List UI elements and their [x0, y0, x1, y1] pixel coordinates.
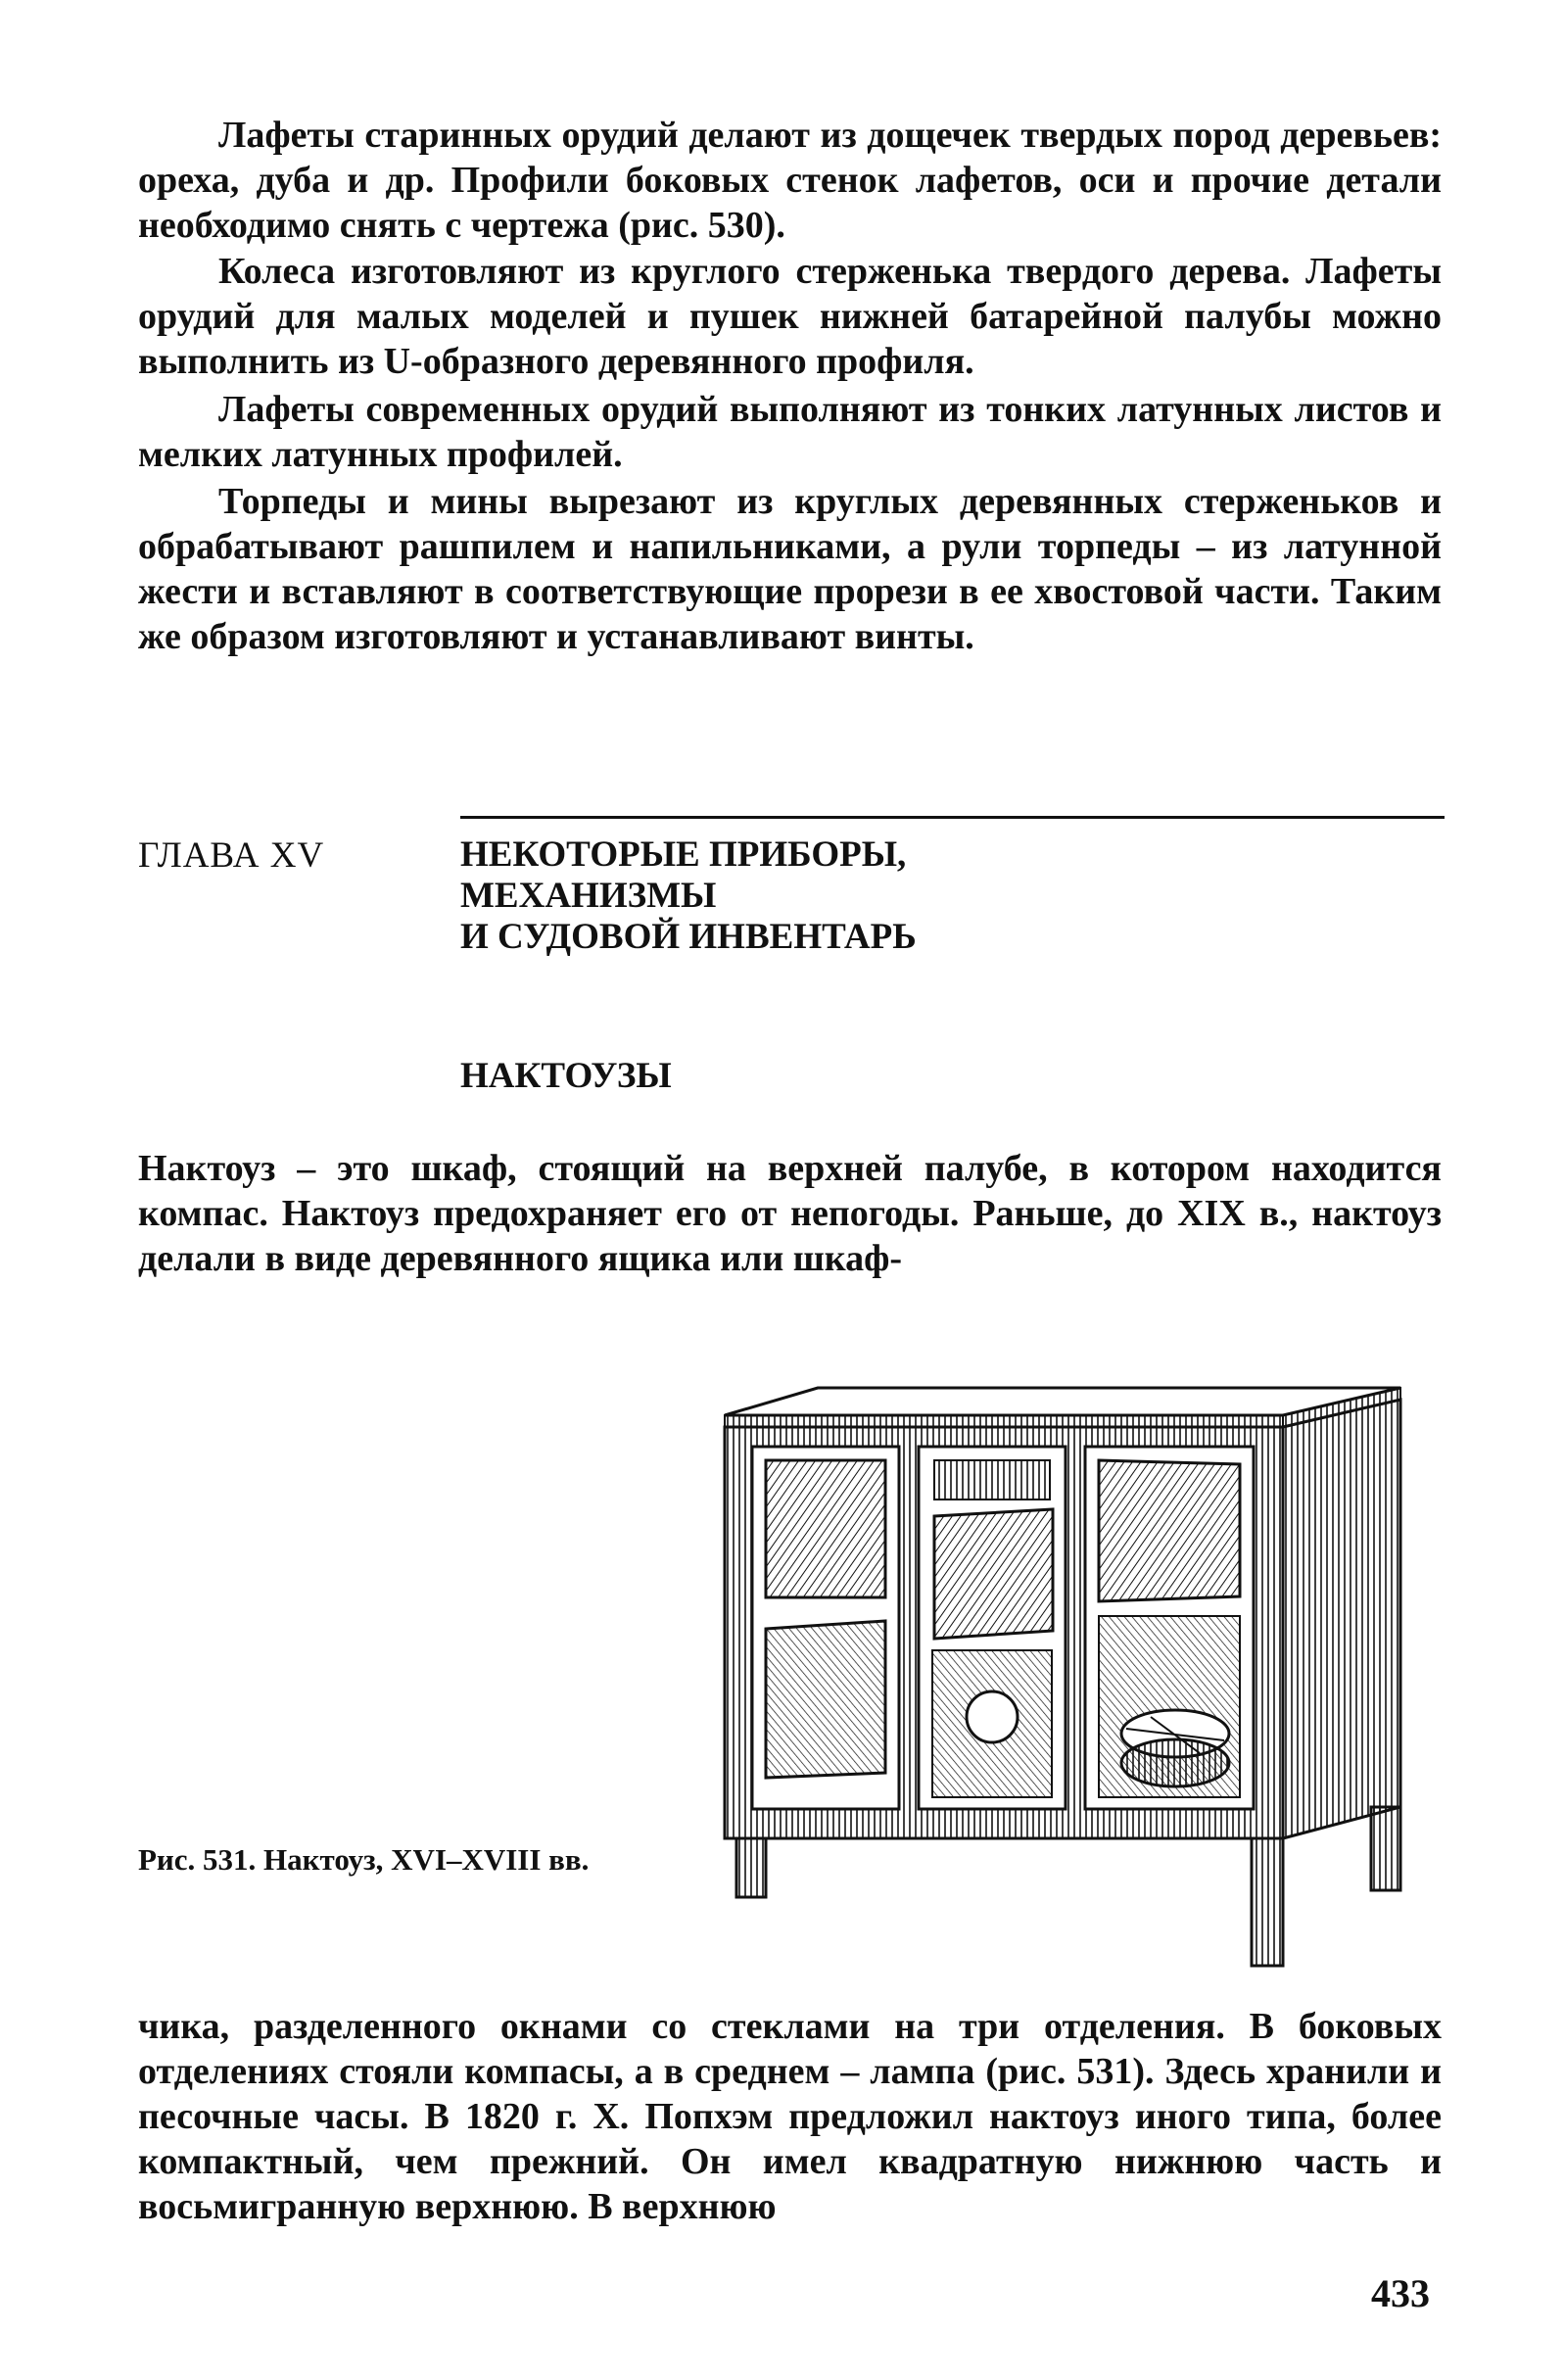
chapter-title	[460, 834, 917, 958]
binnacle-cabinet-icon	[715, 1376, 1445, 1974]
chapter-title-line: МЕХАНИЗМЫ	[460, 876, 717, 916]
paragraph-gun-carriages-modern: Лафеты современных орудий выполняют из тонких латунных листов и мелких латунных профилей.	[138, 389, 1442, 475]
paragraph-wheels: Колеса изготовляют из круглого стерженька твердого дерева. Лафеты орудий для малых моделей и пушек нижней батарейной палубы можно выполнить из U-образного деревянного профиля.	[138, 251, 1442, 382]
binnacle-cabinet-illustration	[715, 1376, 1445, 1974]
page-number: 433	[1371, 2271, 1430, 2315]
paragraph-torpedoes: Торпеды и мины вырезают из круглых деревянных стерженьков и обрабатывают рашпилем и напильниками, а рули торпеды – из латунной жести и вставляют в соответствующие прорези в ее хвостовой части. Таким же образом изготовляют и устанавливают винты.	[138, 481, 1442, 657]
section-title: НАКТОУЗЫ	[460, 1056, 672, 1096]
chapter-divider-rule	[460, 816, 1445, 819]
chapter-label: ГЛАВА XV	[138, 835, 325, 876]
chapter-title-line: НЕКОТОРЫЕ ПРИБОРЫ,	[460, 834, 907, 875]
figure-caption: Рис. 531. Нактоуз, XVI–XVIII вв.	[138, 1842, 590, 1877]
paragraph-gun-carriages-old: Лафеты старинных орудий делают из дощечек твердых пород деревьев: ореха, дуба и др. Профили боковых стенок лафетов, оси и прочие детали необходимо снять с чертежа (рис. 530).	[138, 115, 1442, 246]
paragraph-binnacle-intro: Нактоуз – это шкаф, стоящий на верхней палубе, в котором находится компас. Нактоуз предохраняет его от непогоды. Раньше, до XIX в., нактоуз делали в виде деревянного ящика или шкаф-	[138, 1148, 1442, 1279]
chapter-title-line: И СУДОВОЙ ИНВЕНТАРЬ	[460, 917, 917, 957]
paragraph-binnacle-continued: чика, разделенного окнами со стеклами на три отделения. В боковых отделениях стояли компасы, а в среднем – лампа (рис. 531). Здесь хранили и песочные часы. В 1820 г. Х. Попхэм предложил нактоуз иного типа, более компактный, чем прежний. Он имел квадратную нижнюю часть и восьмигранную верхнюю. В верхнюю	[138, 2006, 1442, 2227]
